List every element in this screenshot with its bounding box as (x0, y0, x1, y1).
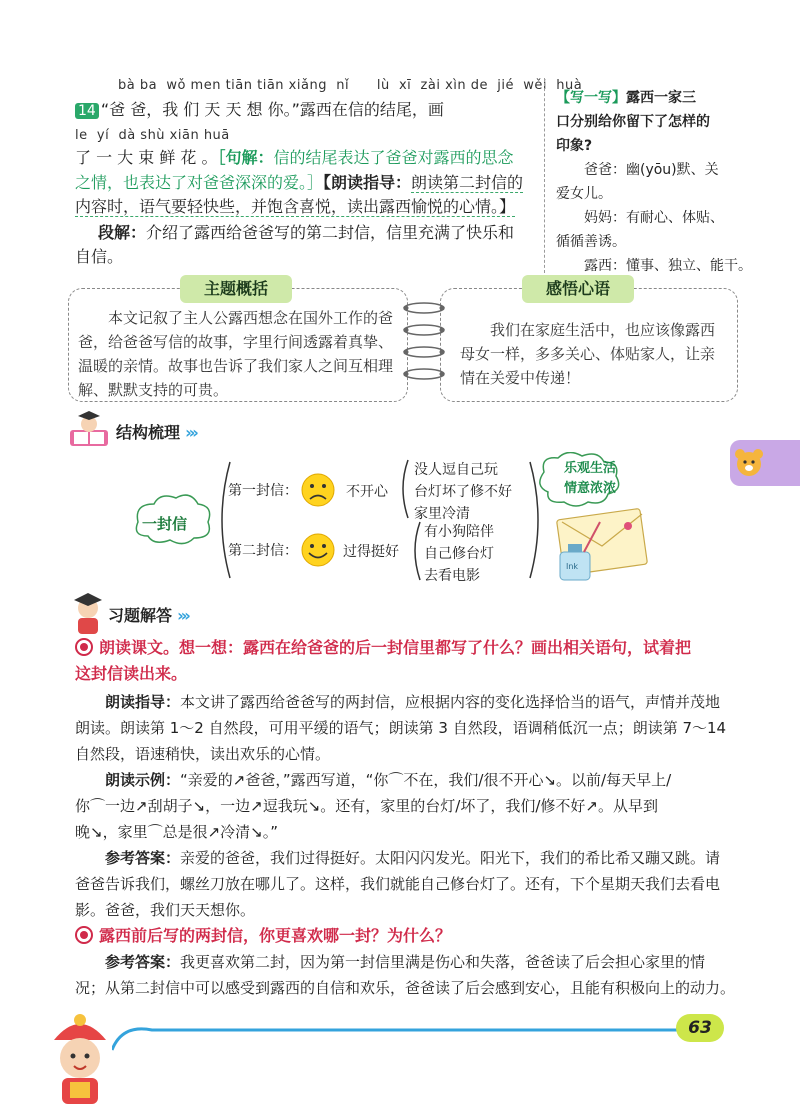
letter2-item: 自己修台灯 (424, 546, 494, 562)
reading-kid-icon (66, 410, 112, 450)
letter2-label: 第二封信： (228, 543, 298, 559)
exercises-heading-text: 习题解答 (108, 606, 173, 625)
duan-label: 段解： (98, 223, 147, 242)
answer-2-text: 我更喜欢第二封，因为第一封信里满是伤心和失落，爸爸读了后会担心家里的情况；从第二封信中可以感受到露西的自信和欢乐，爸爸读了后会感到安心，且能有积极向上的动力。 (75, 953, 736, 997)
sidebar-divider (544, 78, 545, 278)
chevron-right-icon: ››› (177, 606, 188, 625)
letter2-items (424, 521, 494, 587)
letter2-item: 去看电影 (424, 568, 480, 584)
cloud-line-2: 情意浓浓 (563, 481, 616, 496)
question-icon (75, 926, 93, 944)
sidebar-title-1: 露西一家三 (626, 90, 696, 106)
sad-face-icon (302, 474, 334, 506)
mascot-icon (40, 1010, 120, 1110)
letter1-item: 没人逗自己玩 (414, 462, 498, 478)
answer-1-text: 亲爱的爸爸，我们过得挺好。太阳闪闪发光。阳光下，我们的希比希又蹦又跳。请爸爸告诉我们，螺丝刀放在哪儿了。这样，我们就能自己修台灯了。还有，下个星期天我们去看电影。爸爸，我们天天想你。 (75, 849, 721, 919)
structure-heading-text: 结构梳理 (116, 423, 181, 442)
ju-text-1: 信的结尾表达了爸爸对露西的思念 (273, 148, 514, 167)
exercises-body (75, 635, 735, 1001)
lang-text-1: 朗读第二封信的 (411, 173, 524, 192)
result-cloud-text (560, 459, 620, 499)
question-1b: 这封信读出来。 (75, 664, 188, 683)
guide-text: 本文讲了露西给爸爸写的两封信，应根据内容的变化选择恰当的语气，声情并茂地朗读。朗读第 1～2 自然段，可用平缓的语气；朗读第 3 自然段，语调稍低沉一点；朗读第 7～14 自然段，语速稍快，读出欢乐的心情。 (75, 693, 727, 763)
sidebar-mom-1: 妈妈：有耐心、体贴、 (584, 210, 724, 226)
ju-label: ［句解： (217, 148, 274, 167)
bear-icon (734, 448, 764, 478)
text-line-5 (98, 221, 548, 245)
structure-heading (116, 420, 196, 443)
question-2 (75, 923, 735, 949)
text-line-2 (75, 146, 535, 170)
question-1-text: 朗读课文。想一想：露西在给爸爸的后一封信里都写了什么？画出相关语句，试着把 (99, 638, 692, 657)
theme-box-text: 本文记叙了主人公露西想念在国外工作的爸爸，给爸爸写信的故事，字里行间透露着真挚、温暖的亲情。故事也告诉了我们家人之间互相理解、默默支持的可贵。 (78, 309, 394, 399)
ju-text-2: 之情，也表达了对爸爸深深的爱。］ (75, 173, 324, 192)
happy-face-icon (302, 534, 334, 566)
exercises-heading (108, 603, 188, 626)
text-line-6: 自信。 (75, 247, 124, 266)
right-bracket (530, 462, 538, 578)
sidebar-title-2: 口分别给你留下了怎样的 (556, 114, 710, 130)
paragraph-number: 14 (75, 103, 99, 119)
bracket-2 (415, 522, 420, 580)
text-line-3 (75, 171, 545, 195)
lang-text-2: 内容时，语气要轻快些，并饱含喜悦，读出露西愉悦的心情。】 (75, 197, 516, 216)
example-label: 朗读示例： (105, 771, 181, 789)
student-icon (68, 590, 108, 636)
guide-paragraph (75, 689, 735, 767)
chevron-right-icon: ››› (185, 423, 196, 442)
lang-label: 【朗读指导： (323, 173, 412, 192)
cloud-line-1: 乐观生活 (563, 461, 616, 476)
page-number: 63 (676, 1014, 724, 1042)
feel-box-title: 感悟心语 (522, 275, 634, 303)
letter2-item: 有小狗陪伴 (424, 524, 494, 540)
question-icon (75, 638, 93, 656)
letter1-mood: 不开心 (346, 484, 388, 500)
bracket-1 (403, 460, 408, 518)
binder-rings (398, 296, 450, 396)
answer-2-label: 参考答案： (105, 953, 181, 971)
line-2-text: 了 一 大 束 鲜 花 。 (75, 148, 218, 167)
letter1-items (414, 459, 512, 525)
example-line-1 (75, 767, 735, 793)
sidebar-lucy: 露西：懂事、独立、能干。 (584, 258, 752, 274)
duan-text: 介绍了露西给爸爸写的第二封信，信里充满了快乐和 (146, 223, 515, 242)
letter1-label: 第一封信： (228, 483, 298, 499)
example-text-1: “亲爱的↗爸爸，”露西写道，“你⌒不在，我们/很不开心↘。以前/每天早上/ (180, 771, 672, 789)
sidebar-note (556, 86, 766, 278)
center-label: 一封信 (142, 515, 188, 533)
text-line-1 (75, 98, 545, 123)
example-line-3: 晚↘，家里⌒总是很↗冷清↘。” (75, 823, 278, 841)
letter1-item: 台灯坏了修不好 (414, 484, 512, 500)
guide-label: 朗读指导： (105, 693, 181, 711)
footer-line (112, 1020, 752, 1060)
example-line-2: 你⌒一边↗刮胡子↘，一边↗逗我玩↘。还有，家里的台灯/坏了，我们/修不好↗。从早到 (75, 797, 658, 815)
sidebar-dad-2: 爱女儿。 (556, 186, 612, 202)
answer-1 (75, 845, 735, 923)
pinyin-line-1: bà ba wǒ men tiān tiān xiǎng nǐ lù xī zài xìn de jié wěi huà (118, 78, 583, 93)
pinyin-line-2: le yí dà shù xiān huā (75, 128, 230, 143)
answer-1-label: 参考答案： (105, 849, 181, 867)
answer-2 (75, 949, 735, 1001)
sidebar-title-3: 印象? (556, 138, 593, 154)
line-1-text: “爸 爸，我 们 天 天 想 你。”露西在信的结尾，画 (100, 100, 444, 119)
feel-box-text: 我们在家庭生活中，也应该像露西母女一样，多多关心、体贴家人，让亲情在关爱中传递！ (460, 321, 716, 387)
letter2-mood: 过得挺好 (343, 544, 399, 560)
sidebar-dad-1: 爸爸：幽(yōu)默、关 (584, 162, 719, 178)
sidebar-mom-2: 循循善诱。 (556, 234, 626, 250)
question-2-text: 露西前后写的两封信，你更喜欢哪一封？为什么？ (99, 926, 452, 945)
letter1-item: 家里冷清 (414, 506, 470, 522)
question-1 (75, 635, 735, 661)
theme-box-title: 主题概括 (180, 275, 292, 303)
sidebar-label: 【写一写】 (556, 90, 626, 106)
ink-label: Ink (566, 562, 579, 571)
text-line-4 (75, 195, 545, 219)
